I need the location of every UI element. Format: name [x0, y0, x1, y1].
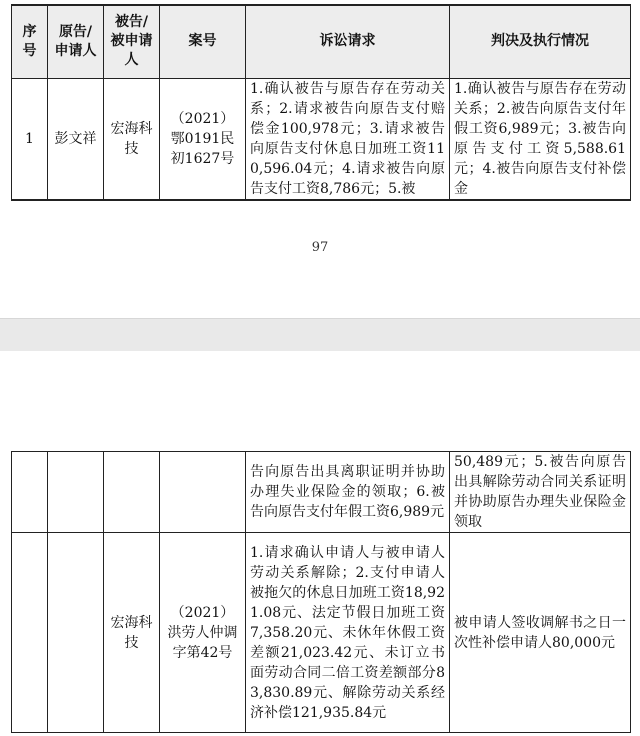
litigation-table-page-98 [11, 451, 631, 733]
cell-claims-continued: 告向原告出具离职证明并协助办理失业保险金的领取；6.被告向原告支付年假工资6,989元 [246, 452, 450, 533]
cell-case-no: （2021）鄂0191民初1627号 [160, 78, 246, 200]
cell-judgment: 1.确认被告与原告存在劳动关系；2.被告向原告支付年假工资6,989元；3.被告向原告支付工资5,588.61元；4.被告向原告支付补偿金 [450, 78, 631, 200]
cell-no [12, 533, 48, 733]
header-judgment: 判决及执行情况 [450, 5, 631, 78]
table-row-continued [12, 452, 631, 533]
page-number: 97 [311, 240, 329, 255]
header-claims: 诉讼请求 [246, 5, 450, 78]
document-page-98 [0, 351, 640, 736]
cell-defendant-empty [104, 452, 160, 533]
cell-claims: 1.确认被告与原告存在劳动关系；2.请求被告向原告支付赔偿金100,978元；3.请求被告向原告支付休息日加班工资110,596.04元；4.请求被告向原告支付工资8,786元；5.被 [246, 78, 450, 200]
cell-judgment-continued: 50,489元；5.被告向原告出具解除劳动合同关系证明并协助原告办理失业保险金领取 [450, 452, 631, 533]
table-row [12, 533, 631, 733]
table-header-row [12, 5, 631, 78]
cell-defendant: 宏海科技 [104, 533, 160, 733]
cell-case-no: （2021）洪劳人仲调字第42号 [160, 533, 246, 733]
cell-case-no-empty [160, 452, 246, 533]
cell-no: 1 [12, 78, 48, 200]
page-separator [0, 318, 640, 352]
header-case-no: 案号 [160, 5, 246, 78]
cell-judgment: 被申请人签收调解书之日一次性补偿申请人80,000元 [450, 533, 631, 733]
cell-no-empty [12, 452, 48, 533]
header-defendant: 被告/被申请人 [104, 5, 160, 78]
cell-plaintiff-empty [48, 452, 104, 533]
cell-plaintiff [48, 533, 104, 733]
table-row [12, 78, 631, 200]
cell-plaintiff: 彭文祥 [48, 78, 104, 200]
cell-defendant: 宏海科技 [104, 78, 160, 200]
header-no: 序号 [12, 5, 48, 78]
document-page-97 [0, 0, 640, 318]
header-plaintiff: 原告/申请人 [48, 5, 104, 78]
cell-claims: 1.请求确认申请人与被申请人劳动关系解除；2.支付申请人被拖欠的休息日加班工资18,921.08元、法定节假日加班工资7,358.20元、未休年休假工资差额21,023.42元、未订立书面劳动合同二倍工资差额部分83,830.89元、解除劳动关系经济补偿121,935.84元 [246, 533, 450, 733]
litigation-table-page-97 [11, 4, 631, 201]
